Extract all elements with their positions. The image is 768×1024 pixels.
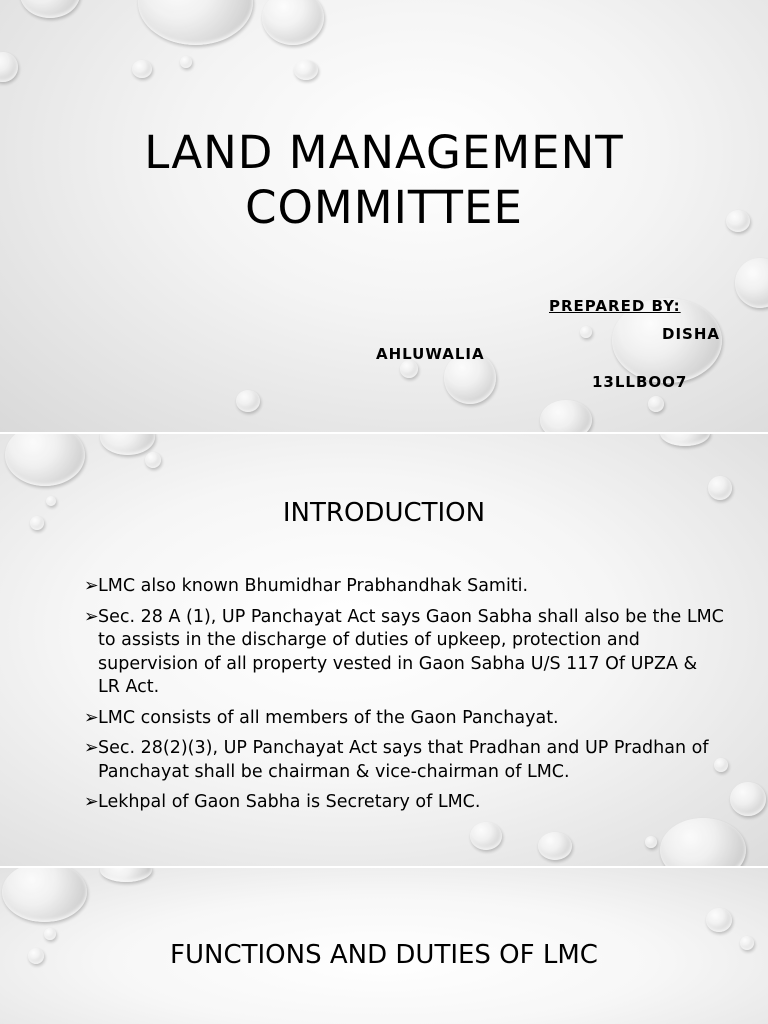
water-drop: [138, 0, 253, 45]
bullet-text: Sec. 28(2)(3), UP Panchayat Act says that Pradhan and UP Pradhan of Panchayat shall be chairman & vice-chairman of LMC.: [98, 738, 709, 782]
water-drop: [100, 434, 155, 455]
title-line-2: COMMITTEE: [245, 181, 523, 234]
water-drop: [100, 868, 152, 882]
water-drop: [20, 0, 80, 18]
water-drop: [648, 396, 664, 412]
prepared-by-label: PREPARED BY:: [549, 297, 681, 315]
arrow-bullet-icon: ➢: [84, 738, 99, 758]
functions-slide: [0, 868, 768, 1024]
water-drop: [5, 434, 85, 486]
slide-title: [0, 125, 768, 235]
water-drop: [645, 836, 657, 848]
water-drop: [2, 868, 87, 922]
water-drop: [660, 434, 710, 446]
list-item: [84, 575, 724, 599]
list-item: [84, 606, 724, 700]
water-drop: [735, 258, 768, 308]
title-line-1: LAND MANAGEMENT: [144, 126, 624, 179]
arrow-bullet-icon: ➢: [84, 792, 99, 812]
water-drop: [660, 818, 746, 866]
water-drop: [262, 0, 324, 45]
list-item: [84, 737, 724, 784]
water-drop: [538, 832, 572, 860]
introduction-heading: INTRODUCTION: [282, 498, 486, 528]
water-drop: [580, 326, 592, 338]
water-drop: [540, 400, 592, 432]
water-drop: [294, 60, 318, 80]
water-drop: [44, 928, 56, 940]
bullet-text: LMC consists of all members of the Gaon Panchayat.: [98, 707, 559, 728]
water-drop: [706, 908, 732, 932]
water-drop: [180, 56, 192, 68]
water-drop: [708, 476, 732, 500]
roll-number: 13LLBOO7: [592, 373, 688, 391]
water-drop: [470, 822, 502, 850]
bullet-text: LMC also known Bhumidhar Prabhandhak Samiti.: [98, 576, 529, 596]
bullet-text: Lekhpal of Gaon Sabha is Secretary of LMC.: [98, 792, 481, 812]
water-drop: [132, 60, 152, 78]
arrow-bullet-icon: ➢: [84, 576, 99, 596]
water-drop: [730, 782, 766, 816]
water-drop: [0, 52, 18, 82]
water-drop: [236, 390, 260, 412]
title-slide: [0, 0, 768, 432]
bullet-text: Sec. 28 A (1), UP Panchayat Act says Gaon Sabha shall also be the LMC to assists in the discharge of duties of upkeep, protection and supervision of all property vested in Gaon Sabha U/S 117 Of UPZA & LR Act.: [98, 606, 724, 697]
arrow-bullet-icon: ➢: [84, 606, 99, 627]
list-item: [84, 707, 724, 731]
author-first-name: DISHA: [662, 325, 720, 343]
water-drop: [145, 452, 161, 468]
functions-heading: FUNCTIONS AND DUTIES OF LMC: [170, 940, 598, 970]
arrow-bullet-icon: ➢: [84, 707, 99, 728]
author-last-name: AHLUWALIA: [376, 345, 485, 363]
introduction-bullet-list: [84, 575, 724, 822]
list-item: [84, 791, 724, 815]
